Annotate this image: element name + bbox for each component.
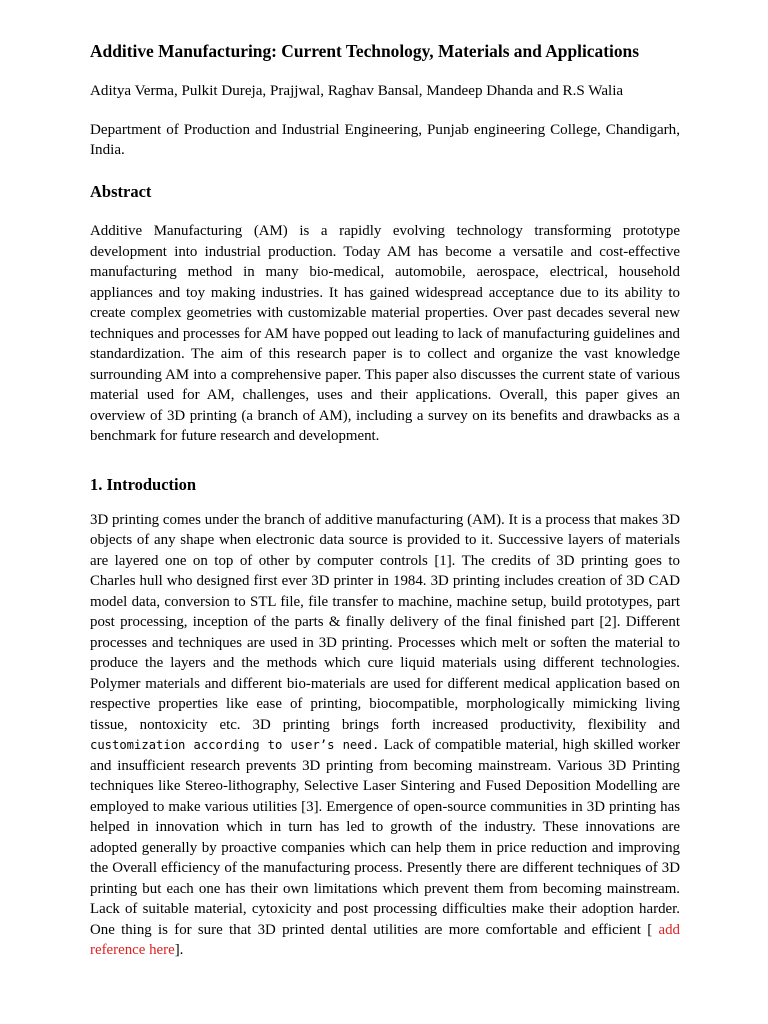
introduction-text-end: ]. xyxy=(174,942,184,958)
introduction-heading: 1. Introduction xyxy=(90,474,197,494)
author-affiliation: Department of Production and Industrial Engineering, Punjab engineering College, Chandigarh, India. xyxy=(90,122,680,158)
introduction-text xyxy=(90,510,680,961)
abstract-text: Additive Manufacturing (AM) is a rapidly evolving technology transforming prototype development into industrial production. Today AM has become a versatile and cost-effective manufacturing method in many bio-medical, automobile, aerospace, electrical, household appliances and toy making industries. It has gained widespread acceptance due to its ability to create complex geometries with customizable material properties. Over past decades several new techniques and processes for AM have popped out leading to lack of manufacturing guidelines and standardization. The aim of this research paper is to collect and organize the vast knowledge surrounding AM into a comprehensive paper. This paper also discusses the current state of various material used for AM, challenges, uses and their applications. Overall, this paper gives an overview of 3D printing (a branch of AM), including a survey on its benefits and drawbacks as a benchmark for future research and development. xyxy=(90,223,680,444)
introduction-text-part-2: Lack of compatible material, high skilled worker and insufficient research prevents 3D printing from becoming mainstream. Various 3D Printing techniques like Stereo-lithography, Selective Laser Sintering and Fused Deposition Modelling are employed to make various utilities [3]. Emergence of open-source communities in 3D printing has helped in innovation which in turn has led to growth of the industry. These innovations are adopted generally by proactive companies which can help them in price reduction and improving the Overall efficiency of the manufacturing process. Presently there are different techniques of 3D printing but each one has their own limitations which prevent them from becoming mainstream. Lack of suitable material, cytoxicity and post processing difficulties make their adoption harder. One thing is for sure that 3D printed dental utilities are more comfortable and efficient [ xyxy=(90,737,680,938)
introduction-text-mono-run: customization according to user’s need. xyxy=(90,738,380,752)
reference-todo-note: add reference here xyxy=(90,921,680,958)
author-list: Aditya Verma, Pulkit Dureja, Prajjwal, Raghav Bansal, Mandeep Dhanda and R.S Walia xyxy=(90,83,624,99)
abstract-heading: Abstract xyxy=(90,182,152,201)
introduction-text-part-1: 3D printing comes under the branch of additive manufacturing (AM). It is a process that makes 3D objects of any shape when electronic data source is provided to it. Successive layers of materials are layered one on top of other by computer controls [1]. The credits of 3D printing goes to Charles hull who designed first ever 3D printer in 1984. 3D printing includes creation of 3D CAD model data, conversion to STL file, file transfer to machine, machine setup, build prototypes, part post processing, inception of the parts & finally delivery of the final finished part [2]. Different processes and techniques are used in 3D printing. Processes which melt or soften the material to produce the layers and the methods which cure liquid materials using different technologies. Polymer materials and different bio-materials are used for different medical application based on respective properties like ease of printing, biocompatible, morphologically mimicking living tissue, nontoxicity etc. 3D printing brings forth increased productivity, flexibility and xyxy=(90,511,680,733)
paper-title: Additive Manufacturing: Current Technology, Materials and Applications xyxy=(90,41,639,61)
